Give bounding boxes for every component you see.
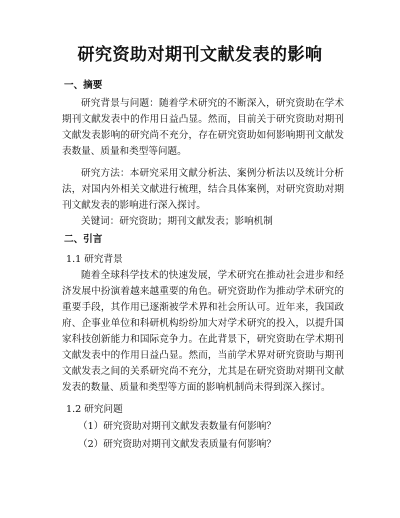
abstract-background-paragraph: 研究背景与问题：随着学术研究的不断深入，研究资助在学术期刊文献发表中的作用日益凸显。然而，目前关于研究资助对期刊文献发表影响的研究尚不充分，存在研究资助如何影响期刊文献发表数量、质量和类型等问题。 [62, 98, 344, 157]
subsection-heading-questions: 1.2 研究问题 [66, 404, 123, 415]
document-body [62, 78, 344, 454]
keywords-line: 关键词：研究资助；期刊文献发表；影响机制 [81, 216, 273, 227]
document-title: 研究资助对期刊文献发表的影响 [77, 45, 323, 65]
abstract-method-paragraph: 研究方法：本研究采用文献分析法、案例分析法以及统计分析法，对国内外相关文献进行梳理，结合具体案例，对研究资助对期刊文献发表的影响进行深入探讨。 [62, 168, 344, 211]
subsection-heading-background: 1.1 研究背景 [66, 254, 123, 265]
section-heading-introduction: 二、引言 [64, 234, 103, 245]
research-question-item: （1）研究资助对期刊文献发表数量有何影响？ [78, 421, 276, 432]
research-question-item: （2）研究资助对期刊文献发表质量有何影响？ [78, 439, 276, 450]
background-paragraph: 随着全球科学技术的快速发展，学术研究在推动社会进步和经济发展中扮演着越来越重要的角色。研究资助作为推动学术研究的重要手段，其作用已逐渐被学术界和社会所认可。近年来，我国政府、企事业单位和科研机构纷纷加大对学术研究的投入，以提升国家科技创新能力和国际竞争力。在此背景下，研究资助在学术期刊文献发表中的作用日益凸显。然而，当前学术界对研究资助与期刊文献发表之间的关系研究尚不充分，尤其是在研究资助对期刊文献发表的数量、质量和类型等方面的影响机制尚未得到深入探讨。 [62, 270, 344, 393]
section-heading-abstract: 一、摘要 [64, 80, 103, 91]
